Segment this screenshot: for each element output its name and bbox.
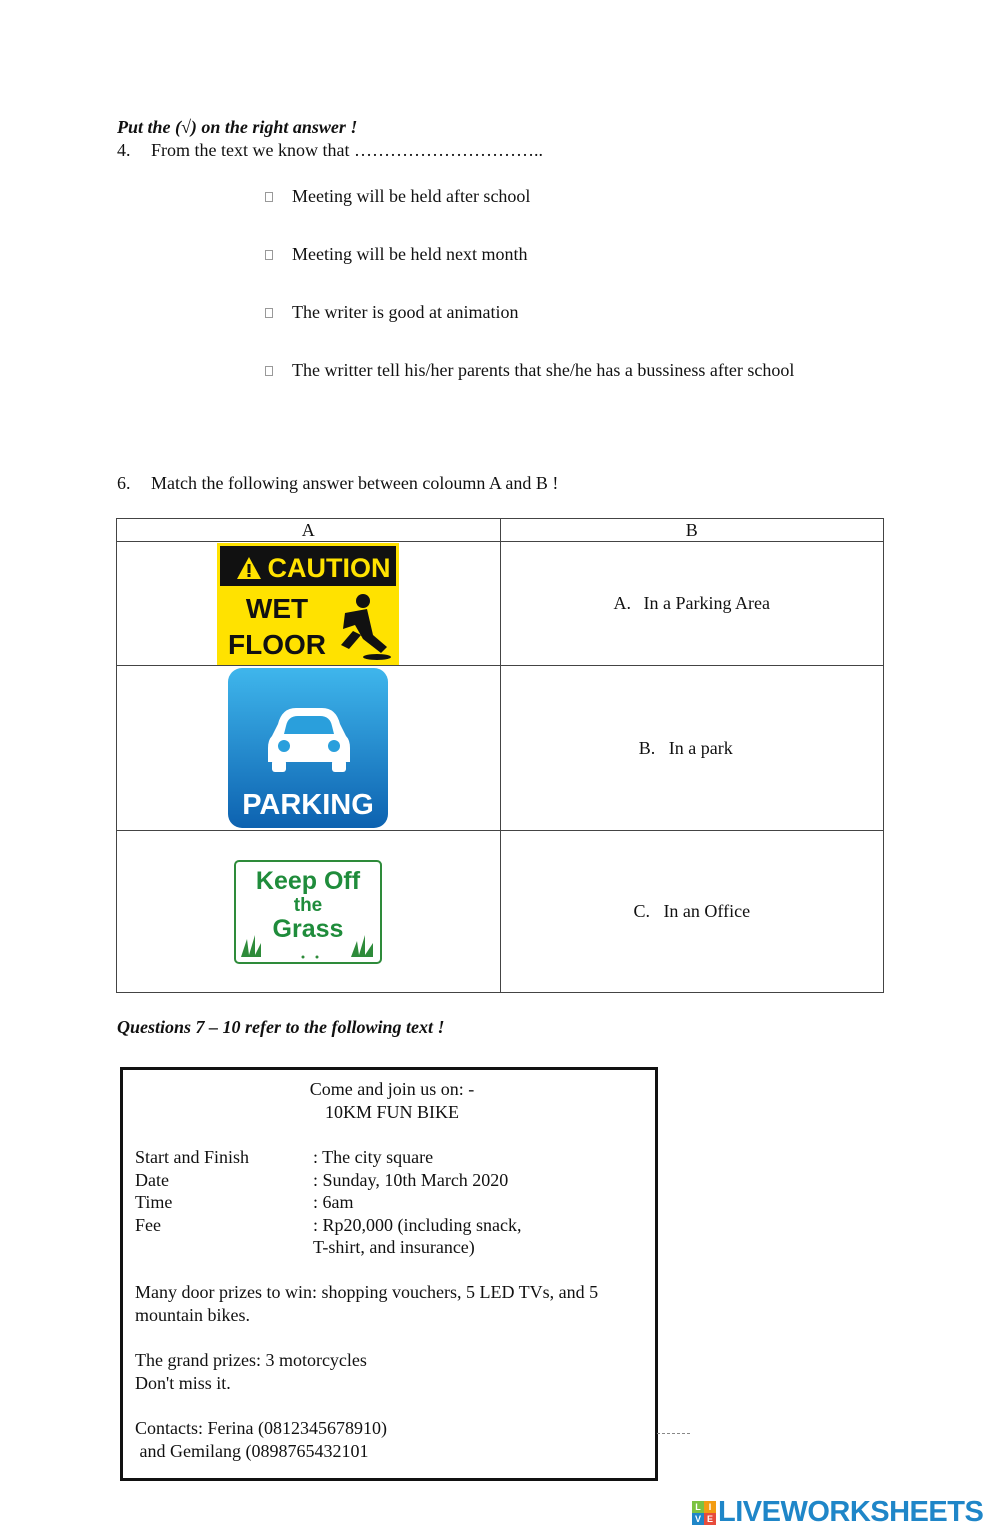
grass-line-2: the: [294, 894, 323, 916]
advert-line-2: 10KM FUN BIKE: [324, 1102, 459, 1122]
checkbox[interactable]: [265, 366, 273, 376]
answer-cell-b[interactable]: [500, 666, 884, 831]
detail-label: Time: [135, 1192, 173, 1212]
fee-continuation: T-shirt, and insurance): [313, 1237, 475, 1257]
detail-label: Fee: [135, 1215, 161, 1235]
prizes-line-2: mountain bikes.: [135, 1305, 250, 1325]
detail-value: : Sunday, 10th March 2020: [313, 1170, 509, 1190]
question-4: [117, 140, 543, 161]
detail-label: Date: [135, 1170, 169, 1190]
detail-value: : 6am: [313, 1192, 354, 1212]
answer-text: In a Parking Area: [643, 593, 770, 613]
dashed-line: [657, 1433, 690, 1434]
question-6: [117, 473, 558, 494]
option-label: The writer is good at animation: [292, 302, 519, 322]
option-3[interactable]: [265, 302, 518, 323]
answer-cell-c[interactable]: [500, 831, 884, 993]
grass-line-1: Keep Off: [256, 866, 361, 895]
grand-prize: The grand prizes: 3 motorcycles: [135, 1350, 367, 1370]
advert-line-1: Come and join us on: -: [309, 1079, 475, 1099]
contact-line-1: Contacts: Ferina (0812345678910): [135, 1418, 387, 1438]
question-text: Match the following answer between coloumn A and B !: [151, 473, 559, 493]
sign-cell[interactable]: [117, 831, 501, 993]
liveworksheets-brand[interactable]: [692, 1496, 983, 1529]
parking-sign[interactable]: [226, 666, 390, 830]
caution-line-2: FLOOR: [228, 628, 327, 660]
contact-line-2: and Gemilang (0898765432101: [135, 1441, 369, 1461]
answer-letter: A.: [613, 593, 632, 613]
option-2[interactable]: [265, 244, 527, 265]
answer-letter: B.: [638, 737, 656, 758]
brand-name: LIVEWORKSHEETS: [718, 1496, 984, 1528]
answer-text: In an Office: [663, 901, 751, 921]
detail-value: : Rp20,000 (including snack,: [313, 1215, 522, 1235]
instruction: Put the (√) on the right answer !: [117, 117, 358, 137]
checkbox[interactable]: [265, 192, 273, 202]
option-4[interactable]: [265, 360, 794, 381]
caution-title: CAUTION: [267, 552, 391, 583]
matching-table: [116, 518, 884, 993]
detail-label: Start and Finish: [135, 1147, 250, 1167]
checkbox[interactable]: [265, 308, 273, 318]
sign-cell[interactable]: [117, 666, 501, 831]
checkbox[interactable]: [265, 250, 273, 260]
option-1[interactable]: [265, 186, 530, 207]
sign-cell[interactable]: [117, 542, 501, 666]
detail-value: : The city square: [313, 1147, 434, 1167]
column-a-header: A: [117, 519, 501, 542]
answer-text: In a park: [668, 737, 733, 758]
liveworksheets-logo-icon: L I V E: [692, 1501, 716, 1525]
option-label: Meeting will be held next month: [292, 244, 528, 264]
grass-line-3: Grass: [272, 914, 344, 943]
parking-label: PARKING: [242, 789, 375, 821]
question-text: From the text we know that …………………………..: [151, 140, 543, 160]
questions-7-10-intro: Questions 7 – 10 refer to the following text !: [117, 1017, 445, 1037]
caution-line-1: WET: [246, 592, 309, 624]
option-label: Meeting will be held after school: [292, 186, 531, 206]
question-number: 4.: [117, 140, 131, 160]
dont-miss: Don't miss it.: [135, 1373, 231, 1393]
prizes-line-1: Many door prizes to win: shopping vouchers, 5 LED TVs, and 5: [135, 1282, 599, 1302]
answer-cell-a[interactable]: [500, 542, 884, 666]
caution-wet-floor-sign[interactable]: [217, 543, 399, 665]
question-number: 6.: [117, 473, 131, 493]
fun-bike-advert: [120, 1067, 658, 1481]
option-label: The writter tell his/her parents that she/he has a bussiness after school: [292, 360, 795, 380]
answer-letter: C.: [633, 901, 650, 921]
column-b-header: B: [500, 519, 884, 542]
keep-off-grass-sign[interactable]: [233, 859, 383, 965]
